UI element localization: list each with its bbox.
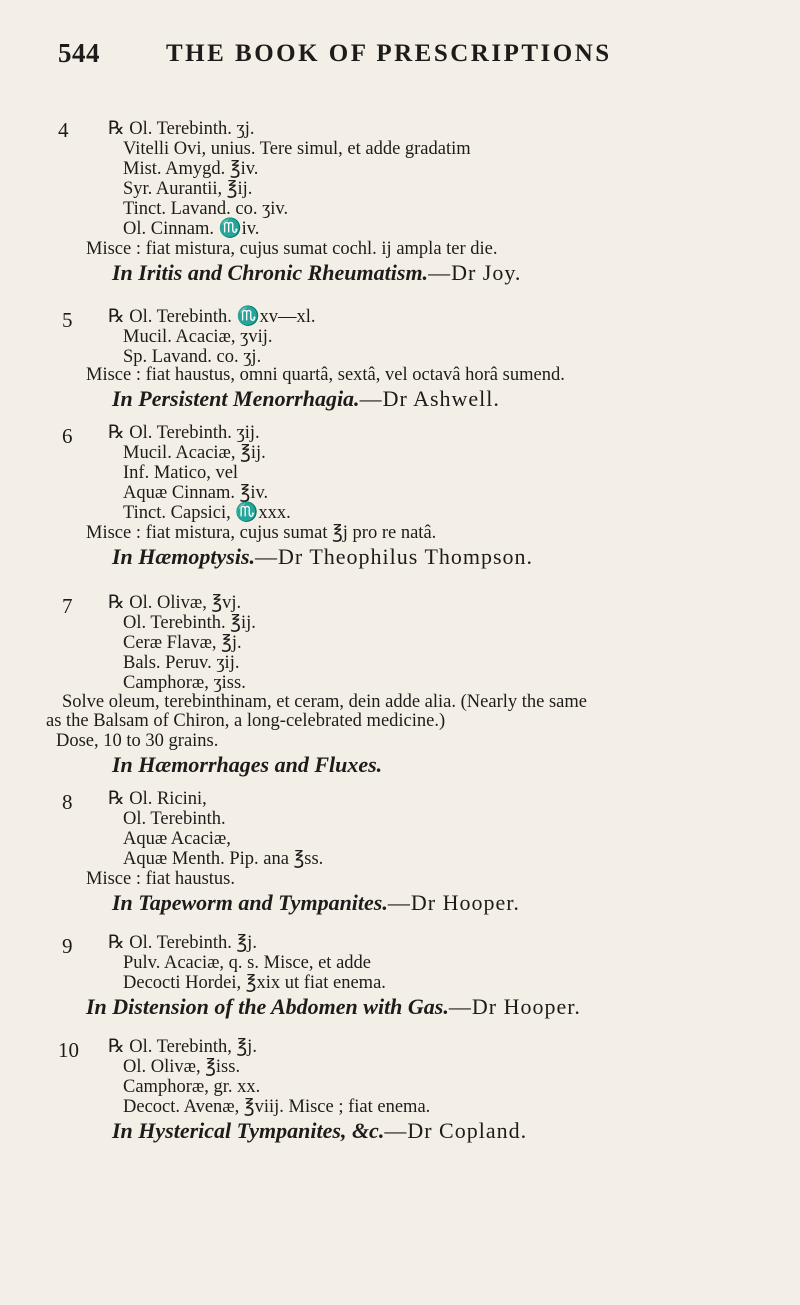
rx-directions: Misce : fiat mistura, cujus sumat ℥j pro re natâ.	[86, 523, 437, 543]
attribution-author: —Dr Copland.	[384, 1118, 528, 1143]
rx-line: Camphoræ, ʒiss.	[123, 673, 246, 693]
attribution-condition: In Iritis and Chronic Rheumatism.	[112, 260, 429, 285]
rx-line: Ol. Olivæ, ℥iss.	[123, 1057, 241, 1077]
prescription-attribution	[112, 1118, 527, 1144]
rx-line: Decocti Hordei, ℥xix ut fiat enema.	[123, 973, 386, 993]
prescription-number: 5	[62, 308, 73, 332]
rx-line: Aquæ Cinnam. ℥iv.	[123, 483, 269, 503]
page-number: 544	[58, 38, 100, 68]
attribution-condition: In Hæmoptysis.	[112, 544, 256, 569]
rx-line: ℞ Ol. Terebinth. ℥j.	[108, 933, 257, 953]
rx-line: ℞ Ol. Terebinth. ♏xv—xl.	[108, 307, 316, 327]
rx-line: Ol. Terebinth.	[123, 809, 226, 829]
attribution-condition: In Persistent Menorrhagia.	[112, 386, 360, 411]
prescription-number: 4	[58, 118, 69, 142]
rx-line: Pulv. Acaciæ, q. s. Misce, et adde	[123, 953, 371, 973]
attribution-author: —Dr Ashwell.	[359, 386, 500, 411]
rx-line: Camphoræ, gr. xx.	[123, 1077, 261, 1097]
rx-line: Aquæ Menth. Pip. ana ℥ss.	[123, 849, 324, 869]
attribution-condition: In Hæmorrhages and Fluxes.	[112, 752, 383, 777]
rx-directions: Solve oleum, terebinthinam, et ceram, dein adde alia. (Nearly the same	[62, 692, 587, 712]
prescription-attribution	[112, 890, 520, 916]
attribution-author: —Dr Hooper.	[387, 890, 520, 915]
attribution-condition: In Tapeworm and Tympanites.	[112, 890, 388, 915]
prescription-number: 9	[62, 934, 73, 958]
prescription-attribution	[86, 994, 581, 1020]
prescription-attribution	[112, 260, 521, 286]
rx-line: Ceræ Flavæ, ℥j.	[123, 633, 242, 653]
rx-line: Mucil. Acaciæ, ʒvij.	[123, 327, 273, 347]
rx-line: Mist. Amygd. ℥iv.	[123, 159, 259, 179]
rx-directions: Misce : fiat haustus, omni quartâ, sextâ, vel octavâ horâ sumend.	[86, 365, 565, 385]
rx-line: ℞ Ol. Terebinth, ℥j.	[108, 1037, 257, 1057]
rx-line: Tinct. Capsici, ♏xxx.	[123, 503, 291, 523]
rx-line: ℞ Ol. Terebinth. ʒj.	[108, 119, 255, 139]
rx-line: Aquæ Acaciæ,	[123, 829, 231, 849]
rx-directions: Misce : fiat mistura, cujus sumat cochl. ij ampla ter die.	[86, 239, 498, 259]
rx-line: Ol. Cinnam. ♏iv.	[123, 219, 260, 239]
rx-line: Vitelli Ovi, unius. Tere simul, et adde gradatim	[123, 139, 471, 159]
attribution-author: —Dr Theophilus Thompson.	[255, 544, 534, 569]
rx-line: Sp. Lavand. co. ʒj.	[123, 347, 262, 367]
rx-dose: Dose, 10 to 30 grains.	[56, 731, 219, 751]
prescription-number: 7	[62, 594, 73, 618]
attribution-author: —Dr Joy.	[428, 260, 522, 285]
rx-directions: Misce : fiat haustus.	[86, 869, 236, 889]
rx-line: Mucil. Acaciæ, ℥ij.	[123, 443, 266, 463]
rx-line: ℞ Ol. Olivæ, ℥vj.	[108, 593, 242, 613]
prescription-number: 10	[58, 1038, 79, 1062]
rx-line: Syr. Aurantii, ℥ij.	[123, 179, 253, 199]
prescription-attribution	[112, 386, 500, 412]
rx-line: ℞ Ol. Terebinth. ʒij.	[108, 423, 260, 443]
rx-directions: as the Balsam of Chiron, a long-celebrated medicine.)	[46, 711, 446, 731]
attribution-condition: In Distension of the Abdomen with Gas.	[86, 994, 449, 1019]
rx-line: Inf. Matico, vel	[123, 463, 239, 483]
rx-line: Decoct. Avenæ, ℥viij. Misce ; fiat enema.	[123, 1097, 431, 1117]
prescription-number: 8	[62, 790, 73, 814]
running-head: THE BOOK OF PRESCRIPTIONS	[166, 40, 612, 67]
rx-line: Bals. Peruv. ʒij.	[123, 653, 240, 673]
attribution-author: —Dr Hooper.	[448, 994, 581, 1019]
prescription-attribution	[112, 752, 382, 778]
page-header	[58, 38, 758, 78]
attribution-condition: In Hysterical Tympanites, &c.	[112, 1118, 385, 1143]
rx-line: Ol. Terebinth. ℥ij.	[123, 613, 256, 633]
rx-line: ℞ Ol. Ricini,	[108, 789, 207, 809]
rx-line: Tinct. Lavand. co. ʒiv.	[123, 199, 289, 219]
prescription-number: 6	[62, 424, 73, 448]
prescription-attribution	[112, 544, 533, 570]
